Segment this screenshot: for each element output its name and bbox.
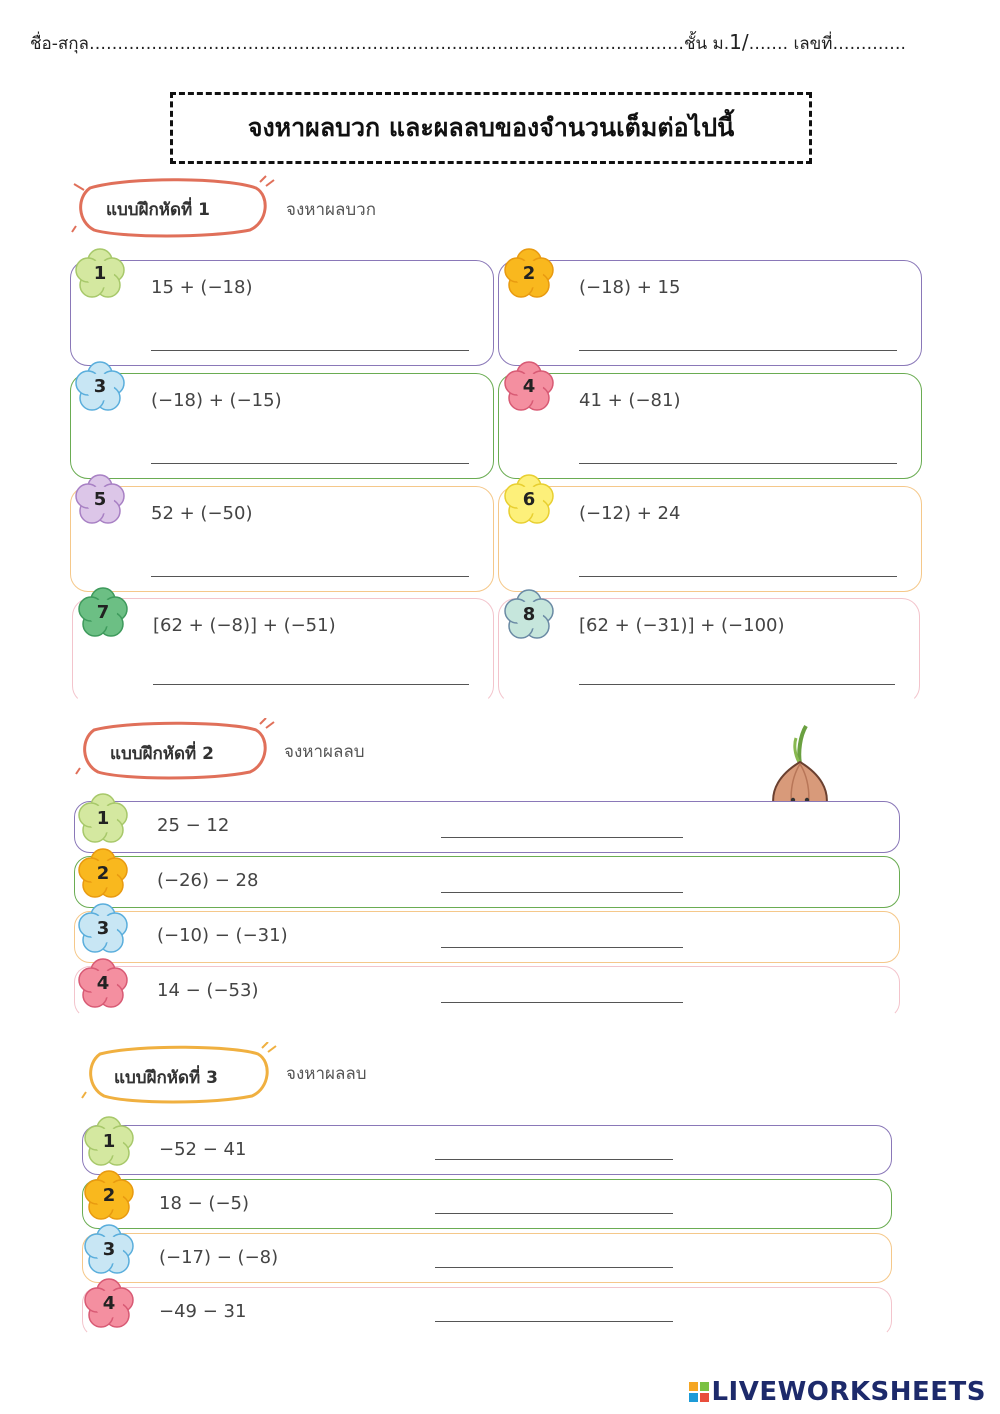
item-expression: (−18) + 15 — [579, 277, 681, 298]
item-expression: 41 + (−81) — [579, 390, 681, 411]
answer-line[interactable] — [441, 1002, 683, 1003]
item-number: 3 — [93, 376, 107, 397]
exercise-1-item-4 — [498, 373, 922, 479]
exercise-1-item-7 — [72, 598, 494, 704]
answer-line[interactable] — [153, 684, 469, 685]
item-number: 2 — [522, 263, 536, 284]
answer-line[interactable] — [441, 892, 683, 893]
class-field[interactable]: ……. — [748, 34, 794, 54]
exercise-2-item-4 — [74, 966, 900, 1018]
item-expression: 14 − (−53) — [157, 980, 259, 1001]
answer-line[interactable] — [579, 576, 897, 577]
item-number: 7 — [96, 602, 110, 623]
section-2-label: แบบฝึกหัดที่ 2 — [110, 744, 214, 764]
number-label: เลขที่ — [793, 34, 833, 54]
item-expression: (−18) + (−15) — [151, 390, 282, 411]
student-info-line — [30, 30, 965, 57]
item-expression: −49 − 31 — [159, 1301, 247, 1322]
exercise-2-item-3 — [74, 911, 900, 963]
answer-line[interactable] — [151, 350, 469, 351]
item-number: 8 — [522, 604, 536, 625]
name-field[interactable]: …………………………………………………………………………………………… — [88, 34, 684, 54]
item-number: 4 — [522, 376, 536, 397]
item-number: 5 — [93, 489, 107, 510]
answer-line[interactable] — [579, 684, 895, 685]
exercise-1-item-8 — [498, 598, 920, 704]
section-3-label: แบบฝึกหัดที่ 3 — [114, 1068, 218, 1088]
answer-line[interactable] — [435, 1321, 673, 1322]
item-expression: −52 − 41 — [159, 1139, 247, 1160]
answer-line[interactable] — [435, 1213, 673, 1214]
item-number: 3 — [96, 918, 110, 939]
name-label: ชื่อ-สกุล — [30, 34, 89, 54]
class-value: 1/ — [729, 30, 749, 54]
liveworksheets-logo — [689, 1377, 986, 1407]
logo-text: LIVEWORKSHEETS — [711, 1377, 986, 1407]
item-number: 6 — [522, 489, 536, 510]
answer-line[interactable] — [579, 463, 897, 464]
section-1-instruction: จงหาผลบวก — [286, 200, 377, 220]
exercise-1-item-5 — [70, 486, 494, 592]
item-expression: (−10) − (−31) — [157, 925, 288, 946]
item-expression: (−26) − 28 — [157, 870, 259, 891]
item-number: 1 — [96, 808, 110, 829]
number-field[interactable]: …………. — [832, 34, 906, 54]
answer-line[interactable] — [579, 350, 897, 351]
section-3-instruction: จงหาผลลบ — [286, 1064, 367, 1084]
item-expression: 15 + (−18) — [151, 277, 253, 298]
section-1-label: แบบฝึกหัดที่ 1 — [106, 200, 210, 220]
exercise-2-item-2 — [74, 856, 900, 908]
answer-line[interactable] — [151, 463, 469, 464]
item-expression: (−12) + 24 — [579, 503, 681, 524]
answer-line[interactable] — [441, 837, 683, 838]
section-2-instruction: จงหาผลลบ — [284, 742, 365, 762]
exercise-3-item-2 — [82, 1179, 892, 1229]
answer-line[interactable] — [435, 1159, 673, 1160]
exercise-1-item-1 — [70, 260, 494, 366]
logo-grid-icon — [689, 1382, 709, 1402]
exercise-2-item-1 — [74, 801, 900, 853]
worksheet-title: จงหาผลบวก และผลลบของจำนวนเต็มต่อไปนี้ — [170, 92, 812, 164]
item-expression: 52 + (−50) — [151, 503, 253, 524]
item-expression: 25 − 12 — [157, 815, 230, 836]
item-expression: [62 + (−31)] + (−100) — [579, 615, 785, 636]
answer-line[interactable] — [441, 947, 683, 948]
item-number: 4 — [96, 973, 110, 994]
item-number: 1 — [102, 1131, 116, 1152]
exercise-1-item-6 — [498, 486, 922, 592]
exercise-1-item-2 — [498, 260, 922, 366]
class-label: ชั้น ม. — [683, 34, 730, 54]
answer-line[interactable] — [151, 576, 469, 577]
item-number: 2 — [96, 863, 110, 884]
exercise-3-item-1 — [82, 1125, 892, 1175]
item-number: 1 — [93, 263, 107, 284]
number-flower-icon — [73, 247, 127, 301]
item-number: 2 — [102, 1185, 116, 1206]
item-number: 3 — [102, 1239, 116, 1260]
answer-line[interactable] — [435, 1267, 673, 1268]
item-number: 4 — [102, 1293, 116, 1314]
item-expression: [62 + (−8)] + (−51) — [153, 615, 336, 636]
item-expression: 18 − (−5) — [159, 1193, 250, 1214]
exercise-3-item-4 — [82, 1287, 892, 1337]
item-expression: (−17) − (−8) — [159, 1247, 279, 1268]
exercise-1-item-3 — [70, 373, 494, 479]
exercise-3-item-3 — [82, 1233, 892, 1283]
